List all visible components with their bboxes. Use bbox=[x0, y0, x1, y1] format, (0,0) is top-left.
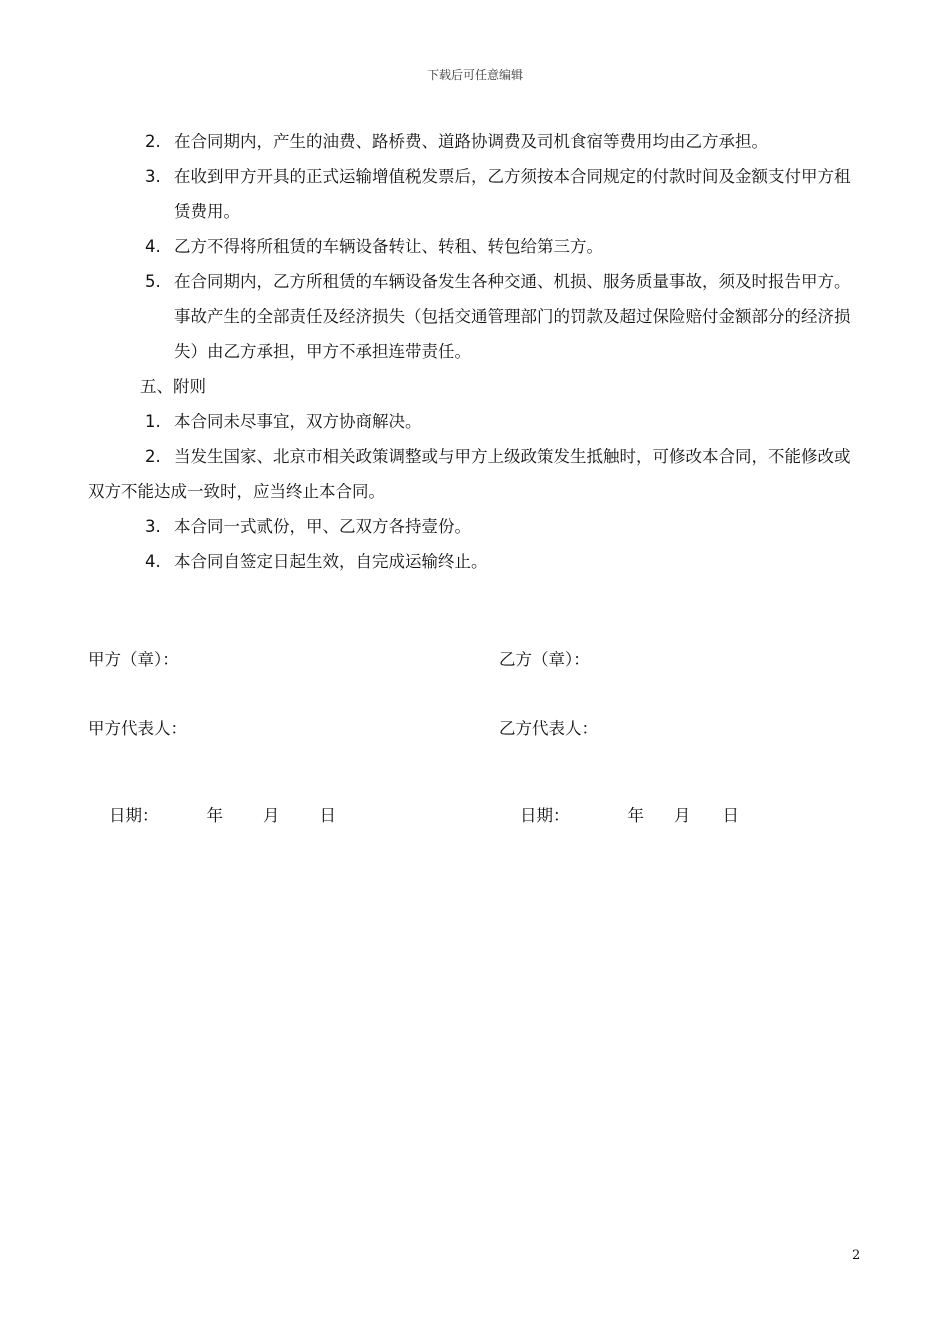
appendix-number: 2. bbox=[145, 447, 161, 466]
section-heading: 五、附则 bbox=[140, 377, 206, 396]
party-a-seal-label: 甲方（章）： bbox=[88, 650, 179, 669]
contract-body bbox=[88, 124, 866, 579]
clause-text: 在收到甲方开具的正式运输增值税发票后，乙方须按本合同规定的付款时间及金额支付甲方租赁费用。 bbox=[174, 167, 851, 221]
appendix-text: 本合同未尽事宜，双方协商解决。 bbox=[174, 412, 422, 431]
party-a-date bbox=[88, 783, 336, 845]
clause-text: 在合同期内，产生的油费、路桥费、道路协调费及司机食宿等费用均由乙方承担。 bbox=[174, 132, 768, 151]
clause-item bbox=[88, 159, 866, 229]
clause-number: 5. bbox=[145, 272, 161, 291]
appendix-number: 1. bbox=[145, 412, 161, 431]
clause-item bbox=[88, 264, 866, 369]
date-label: 日期： bbox=[108, 806, 159, 825]
appendix-item bbox=[88, 439, 866, 509]
clause-text: 在合同期内，乙方所租赁的车辆设备发生各种交通、机损、服务质量事故，须及时报告甲方。事故产生的全部责任及经济损失（包括交通管理部门的罚款及超过保险赔付金额部分的经济损失）由乙方承担，甲方不承担连带责任。 bbox=[174, 272, 851, 361]
party-a-rep-label: 甲方代表人： bbox=[88, 719, 187, 738]
year-label: 年 bbox=[627, 806, 644, 825]
clause-item bbox=[88, 229, 866, 264]
date-label: 日期： bbox=[519, 806, 570, 825]
month-label: 月 bbox=[673, 806, 691, 825]
day-label: 日 bbox=[722, 806, 739, 825]
party-b-seal-label: 乙方（章）： bbox=[499, 650, 590, 669]
appendix-item bbox=[88, 509, 866, 544]
clause-number: 3. bbox=[145, 167, 161, 186]
day-label: 日 bbox=[319, 806, 336, 825]
clause-text: 乙方不得将所租赁的车辆设备转让、转租、转包给第三方。 bbox=[174, 237, 603, 256]
clause-number: 2. bbox=[145, 132, 161, 151]
appendix-number: 4. bbox=[145, 552, 161, 571]
appendix-number: 3. bbox=[145, 517, 161, 536]
appendix-text: 本合同一式贰份，甲、乙双方各持壹份。 bbox=[174, 517, 471, 536]
party-b-rep-label: 乙方代表人： bbox=[499, 719, 598, 738]
page-header: 下载后可任意编辑 bbox=[426, 68, 523, 82]
clause-item bbox=[88, 124, 866, 159]
clause-number: 4. bbox=[145, 237, 161, 256]
appendix-item bbox=[88, 404, 866, 439]
page-number: 2 bbox=[852, 1248, 861, 1263]
appendix-item bbox=[88, 544, 866, 579]
year-label: 年 bbox=[206, 806, 223, 825]
appendix-text: 本合同自签定日起生效，自完成运输终止。 bbox=[174, 552, 488, 571]
appendix-text: 当发生国家、北京市相关政策调整或与甲方上级政策发生抵触时，可修改本合同，不能修改或双方不能达成一致时，应当终止本合同。 bbox=[88, 447, 851, 501]
party-b-date bbox=[499, 783, 739, 845]
month-label: 月 bbox=[262, 806, 280, 825]
